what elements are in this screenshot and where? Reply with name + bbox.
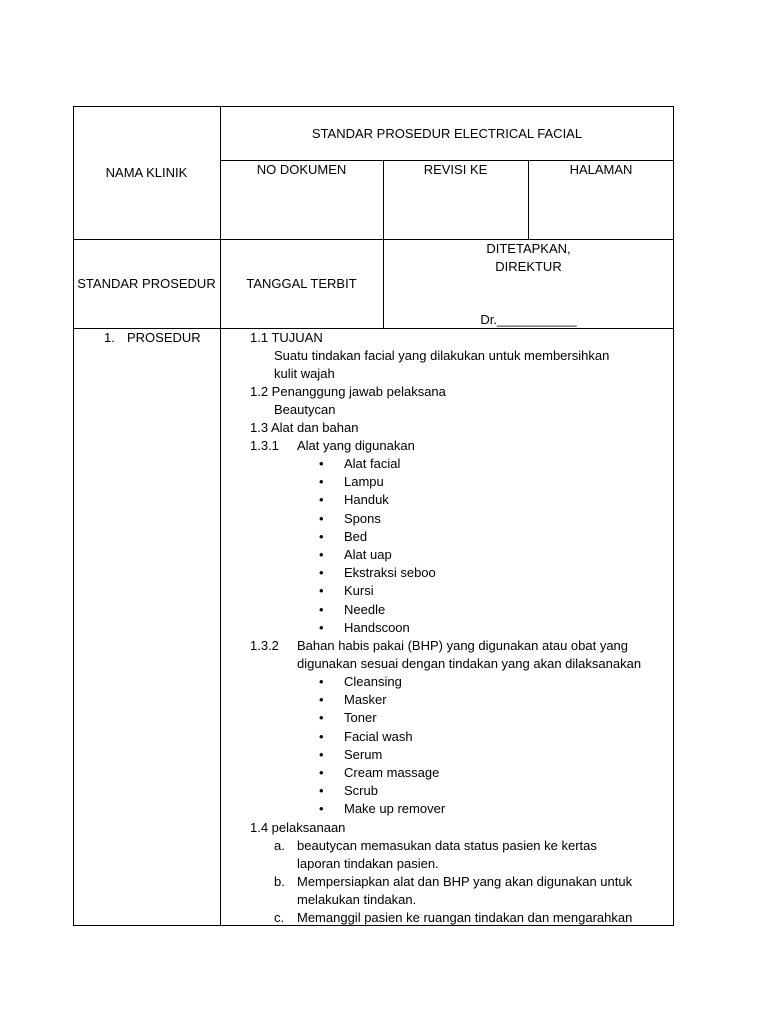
tanggal-terbit-label: TANGGAL TERBIT bbox=[246, 276, 357, 291]
bullet-icon: • bbox=[319, 456, 324, 471]
bullet-icon: • bbox=[319, 565, 324, 581]
bhp-item: Cream massage bbox=[344, 765, 440, 780]
alat-number: 1.3.1 bbox=[250, 438, 279, 453]
table-border-left bbox=[73, 106, 74, 926]
step-text: Memanggil pasien ke ruangan tindakan dan mengarahkan bbox=[297, 910, 633, 925]
alat-item: Handuk bbox=[344, 492, 389, 508]
step-text: Mempersiapkan alat dan BHP yang akan digunakan untuk bbox=[297, 874, 633, 889]
penanggung-jawab-value: Beautycan bbox=[274, 402, 336, 417]
alat-item: Lampu bbox=[344, 474, 384, 490]
bhp-item: Toner bbox=[344, 710, 377, 726]
alat-item: Kursi bbox=[344, 583, 374, 599]
table-border-right bbox=[673, 106, 674, 926]
bullet-icon: • bbox=[319, 783, 324, 799]
alat-item: Handscoon bbox=[344, 619, 410, 635]
bhp-item: Scrub bbox=[344, 783, 378, 799]
alat-item: Bed bbox=[344, 528, 368, 544]
section-label: PROSEDUR bbox=[127, 330, 201, 345]
bullet-icon: • bbox=[319, 492, 324, 508]
bullet-icon: • bbox=[319, 510, 324, 526]
bullet-icon: • bbox=[319, 674, 324, 689]
alat-item: Alat facial bbox=[344, 456, 401, 471]
clinic-name: NAMA KLINIK bbox=[105, 165, 188, 180]
step-marker: a. bbox=[274, 838, 285, 853]
alat-heading: Alat yang digunakan bbox=[297, 438, 415, 453]
standar-prosedur-label: STANDAR PROSEDUR bbox=[77, 276, 216, 291]
bullet-icon: • bbox=[319, 801, 324, 817]
bhp-item: Serum bbox=[344, 746, 383, 762]
bhp-item: Facial wash bbox=[344, 728, 413, 744]
bhp-item: Masker bbox=[344, 692, 387, 708]
table-divider-col1 bbox=[220, 106, 221, 926]
document-title: STANDAR PROSEDUR ELECTRICAL FACIAL bbox=[311, 126, 583, 141]
bullet-icon: • bbox=[319, 547, 324, 562]
tujuan-heading: 1.1 TUJUAN bbox=[250, 330, 323, 345]
bhp-heading: digunakan sesuai dengan tindakan yang akan dilaksanakan bbox=[297, 656, 642, 671]
penanggung-jawab-heading: 1.2 Penanggung jawab pelaksana bbox=[250, 384, 446, 399]
bullet-icon: • bbox=[319, 710, 324, 726]
bhp-item: Make up remover bbox=[344, 801, 446, 817]
step-text: melakukan tindakan. bbox=[297, 892, 417, 907]
alat-item: Needle bbox=[344, 601, 386, 617]
bullet-icon: • bbox=[319, 728, 324, 744]
bullet-icon: • bbox=[319, 746, 324, 762]
halaman-label: HALAMAN bbox=[569, 162, 633, 177]
alat-item: Alat uap bbox=[344, 547, 392, 562]
tujuan-text: Suatu tindakan facial yang dilakukan untuk membersihkan bbox=[274, 348, 610, 363]
ditetapkan-label: DITETAPKAN, bbox=[486, 241, 571, 256]
director-signature-line: Dr.___________ bbox=[480, 312, 577, 327]
tujuan-text: kulit wajah bbox=[274, 366, 335, 381]
table-border-top bbox=[73, 106, 674, 107]
bullet-icon: • bbox=[319, 619, 324, 635]
bullet-icon: • bbox=[319, 601, 324, 617]
bullet-icon: • bbox=[319, 765, 324, 780]
bhp-item: Cleansing bbox=[344, 674, 402, 689]
bullet-icon: • bbox=[319, 692, 324, 708]
no-dokumen-label: NO DOKUMEN bbox=[256, 162, 347, 177]
bullet-icon: • bbox=[319, 474, 324, 490]
section-number: 1. bbox=[104, 330, 115, 345]
bullet-icon: • bbox=[319, 583, 324, 599]
alat-item: Ekstraksi seboo bbox=[344, 565, 436, 581]
bhp-heading: Bahan habis pakai (BHP) yang digunakan atau obat yang bbox=[297, 638, 629, 653]
step-text: beautycan memasukan data status pasien ke kertas bbox=[297, 838, 597, 853]
alat-item: Spons bbox=[344, 510, 381, 526]
pelaksanaan-heading: 1.4 pelaksanaan bbox=[250, 820, 346, 835]
direktur-label: DIREKTUR bbox=[495, 259, 562, 274]
step-marker: b. bbox=[274, 874, 285, 889]
bhp-number: 1.3.2 bbox=[250, 638, 279, 653]
step-marker: c. bbox=[274, 910, 285, 925]
revisi-ke-label: REVISI KE bbox=[423, 162, 488, 177]
bullet-icon: • bbox=[319, 528, 324, 544]
alat-bahan-heading: 1.3 Alat dan bahan bbox=[250, 420, 359, 435]
step-text: laporan tindakan pasien. bbox=[297, 856, 439, 871]
